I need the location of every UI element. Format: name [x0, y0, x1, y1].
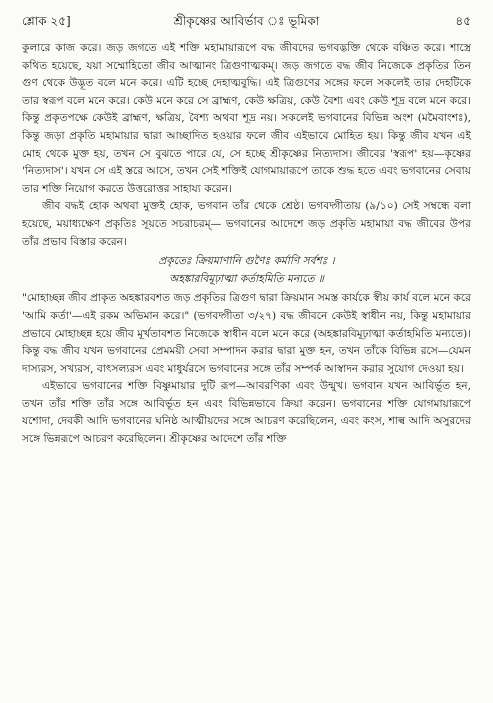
- page-number: ৪৫: [455, 14, 471, 28]
- verse-line-1: প্রকৃতেঃ ক্রিয়মাণানি গুণৈঃ কর্মাণি সর্বশঃ ।: [158, 255, 335, 268]
- paragraph-4: এইভাবে ভগবানের শক্তি বিষ্ণুমায়ার দুটি রূপ—আবরণিকা এবং উন্মুখ। ভগবান যখন আবির্ভূত হন, তখন তাঁর শক্তি তাঁর সঙ্গে আবির্ভূত হন এবং বিভিন্নভাবে ক্রিয়া করেন। ভগবানের শক্তি যোগমায়ারূপে যশোদা, দেবকী আদি ভগবানের ঘনিষ্ঠ আত্মীয়দের সঙ্গে আচরণ করেছিলেন, এবং কংস, শাল্ব আদি অসুরদের সঙ্গে ভিন্নরূপে আচরণ করেছিলেন। শ্রীকৃষ্ণের আদেশে তাঁর শক্তি: [22, 380, 471, 446]
- page-body: [22, 40, 471, 695]
- sanskrit-verse: [22, 253, 471, 288]
- page-header: [22, 10, 471, 32]
- paragraph-1: কুলারে কাজ করে। জড় জগতে এই শক্তি মহামায়ারূপে বদ্ধ জীবদের ভগবদ্ভক্তি থেকে বঞ্চিত করে। শাস্ত্রে কথিত হয়েছে, যয়া সম্মোহিতো জীব আত্মানং ত্রিগুণাত্মকম্। জড় জগতে বদ্ধ জীব নিজেকে প্রকৃতির তিন গুণ থেকে উদ্ভূত বলে মনে করে। এটি হচ্ছে দেহাত্মবুদ্ধি। এই ত্রিগুণের সঙ্গের ফলে সকলেই তার দেহটিকে তার স্বরূপ বলে মনে করে। কেউ মনে করে সে ব্রাহ্মণ, কেউ ক্ষত্রিয়, কেউ বৈশ্য এবং কেউ শূদ্র বলে মনে করে। কিন্তু প্রকৃতপক্ষে কেউই ব্রাহ্মণ, ক্ষত্রিয়, বৈশ্য অথবা শূদ্র নয়। সকলেই ভগবানের বিভিন্ন অংশ (মমৈবাংশঃ), কিন্তু জড়া প্রকৃতি মহামায়ার দ্বারা আচ্ছাদিত হওয়ার ফলে জীব এইভাবে মোহিত হয়। কিন্তু জীব যখন এই মোহ থেকে মুক্ত হয়, তখন সে বুঝতে পারে যে, সে হচ্ছে শ্রীকৃষ্ণের নিত্যদাস। জীবের 'স্বরূপ' হয়—কৃষ্ণের 'নিত্যদাস'। যখন সে এই স্তরে আসে, তখন সেই শক্তিই যোগমায়ারূপে তাকে শুদ্ধ হতে এবং ভগবানের সেবায় তার শক্তি নিয়োগ করতে উত্তরোত্তর সাহায্য করেন।: [22, 42, 471, 195]
- verse-reference: শ্লোক ২৫]: [22, 14, 71, 28]
- paragraph-3: "মোহাচ্ছন্ন জীব প্রাকৃত অহঙ্কারবশত জড় প্রকৃতির ত্রিগুণ দ্বারা ক্রিয়মান সমস্ত কার্যকে স্বীয় কার্য বলে মনে করে 'আমি কর্তা'—এই রকম অভিমান করে।" (ভগবদ্গীতা ৩/২৭) বদ্ধ জীবনে কেউই স্বাধীন নয়, কিন্তু মহামায়ার প্রভাবে মোহাচ্ছন্ন হয়ে জীব মূর্খতাবশত নিজেকে স্বাধীন বলে মনে করে (অহঙ্কারবিমূঢ়াত্মা কর্তাহমিতি মন্যতে)। কিন্তু বদ্ধ জীব যখন ভগবানের প্রেমময়ী সেবা সম্পাদন করার দ্বারা মুক্ত হন, তখন তাঁকে বিভিন্ন রসে—যেমন দাস্যরস, সখ্যরস, বাৎসল্যরস এবং মাধুর্যরসে ভগবানের সঙ্গে তাঁর সম্পর্ক আস্বাদন করার সুযোগ দেওয়া হয়।: [22, 292, 471, 375]
- verse-line-2: অহঙ্কারবিমূঢ়াত্মা কর্তাহমিতি মন্যতে ॥: [169, 272, 324, 285]
- chapter-title: শ্রীকৃষ্ণের আবির্ভাব ঃ ভূমিকা: [173, 14, 320, 28]
- paragraph-2: জীব বদ্ধই হোক অথবা মুক্তই হোক, ভগবান তাঁর থেকে শ্রেষ্ঠ। ভগবদ্গীতায় (৯/১০) সেই সম্বন্ধে বলা হয়েছে, ময়াধ্যক্ষেণ প্রকৃতিঃ সূয়তে সচরাচরম্— ভগবানের আদেশে জড় প্রকৃতি মহামায়া বদ্ধ জীবের উপর তাঁর প্রভাব বিস্তার করেন।: [22, 200, 471, 248]
